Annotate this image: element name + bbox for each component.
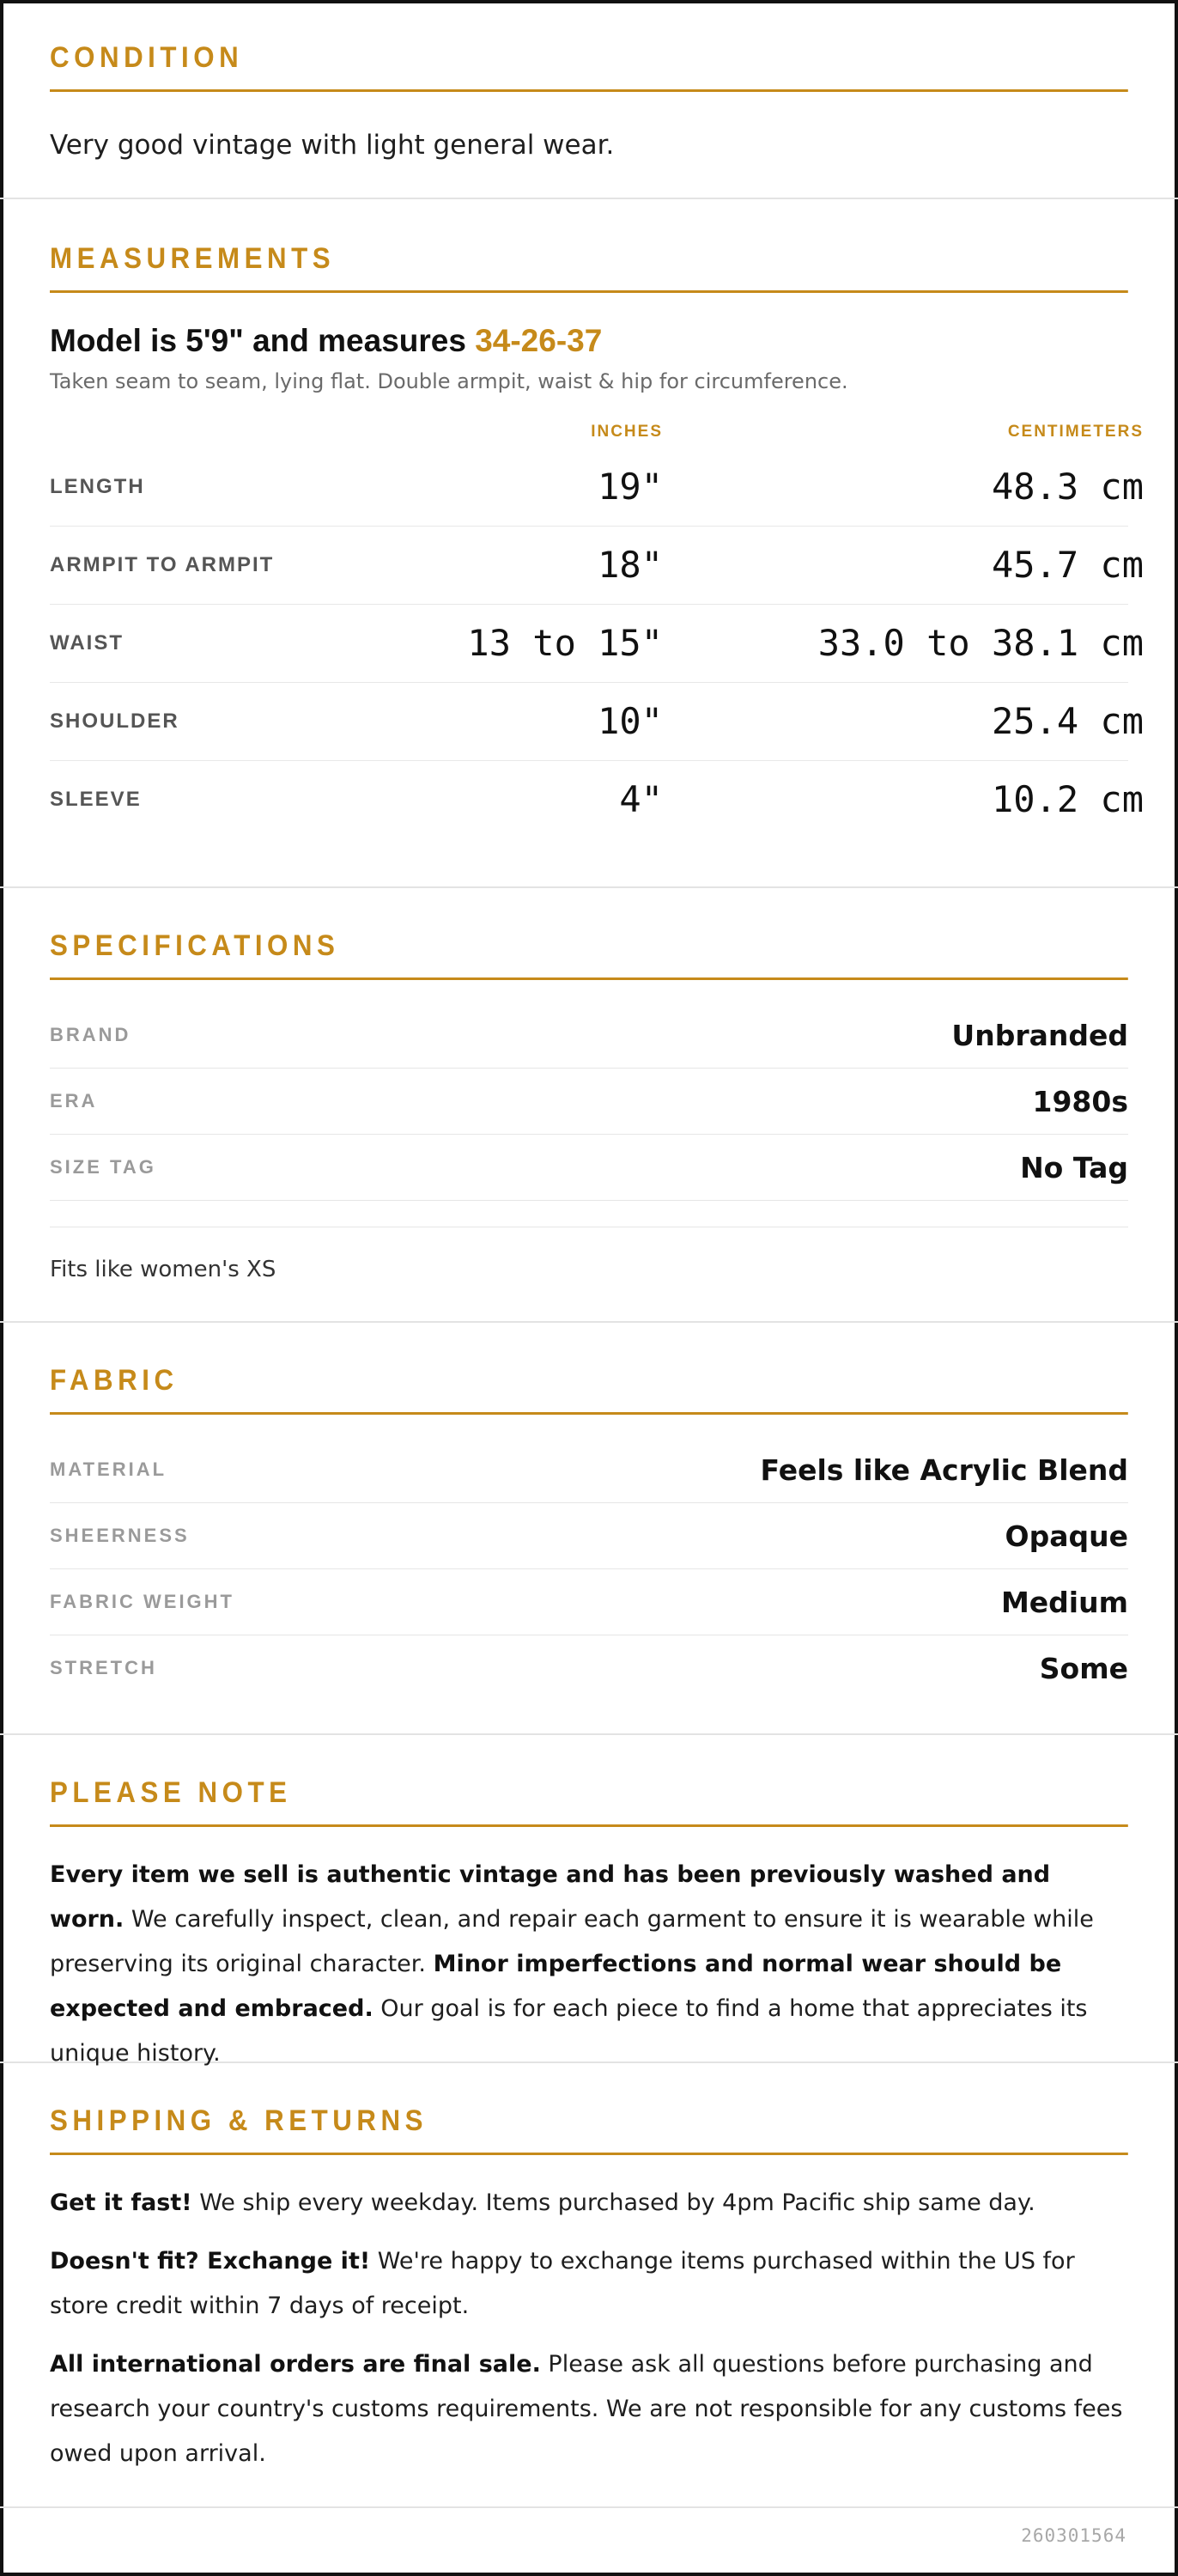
table-row xyxy=(50,605,1144,683)
shipping-text-3: Please ask all questions before purchasing and research your country's customs requirements. We are not responsible for any customs fees owed upon arrival. xyxy=(50,2351,1123,2467)
fabric-value: Feels like Acrylic Blend xyxy=(760,1452,1128,1487)
note-bold-1: Every item we sell is authentic vintage and has been previously washed and worn. xyxy=(50,1861,1051,1933)
col-inches-header: INCHES xyxy=(591,422,663,441)
specifications-list xyxy=(50,1002,1128,1201)
shipping-bold-2: Doesn't fit? Exchange it! xyxy=(50,2248,371,2275)
measure-label: ARMPIT TO ARMPIT xyxy=(50,552,275,576)
fabric-list xyxy=(50,1437,1128,1701)
fabric-label: STRETCH xyxy=(50,1657,157,1678)
fabric-section xyxy=(0,1323,1178,1735)
measure-label: WAIST xyxy=(50,630,124,655)
table-row xyxy=(50,761,1144,838)
measure-label: LENGTH xyxy=(50,474,145,498)
measurements-table xyxy=(50,416,1144,838)
measure-inches: 4" xyxy=(619,778,663,821)
model-prefix: Model is 5'9" and measures xyxy=(50,323,476,358)
spec-label: ERA xyxy=(50,1090,98,1111)
fabric-value: Opaque xyxy=(1005,1519,1128,1553)
table-row xyxy=(50,683,1144,761)
shipping-text-1: We ship every weekday. Items purchased by 4pm Pacific ship same day. xyxy=(191,2189,1035,2216)
shipping-section xyxy=(0,2063,1178,2508)
shipping-paragraph-1 xyxy=(50,2181,1128,2226)
list-item xyxy=(50,1503,1128,1569)
measure-inches: 18" xyxy=(598,544,663,587)
measurements-section xyxy=(0,199,1178,888)
measurements-subtitle: Taken seam to seam, lying flat. Double armpit, waist & hip for circumference. xyxy=(50,368,848,393)
measure-cm: 48.3 cm xyxy=(991,466,1144,509)
list-item xyxy=(50,1002,1128,1069)
measure-cm: 25.4 cm xyxy=(991,700,1144,743)
measure-label: SLEEVE xyxy=(50,787,142,811)
specifications-section xyxy=(0,888,1178,1323)
measure-inches: 10" xyxy=(598,700,663,743)
condition-title: CONDITION xyxy=(50,43,1128,92)
shipping-text-2: We're happy to exchange items purchased within the US for store credit within 7 days of receipt. xyxy=(50,2248,1075,2319)
spec-value: No Tag xyxy=(1020,1150,1128,1184)
table-row xyxy=(50,448,1144,527)
measure-cm: 10.2 cm xyxy=(991,778,1144,821)
col-cm-header: CENTIMETERS xyxy=(1007,422,1144,441)
measurements-title: MEASUREMENTS xyxy=(50,244,1128,293)
please-note-title: PLEASE NOTE xyxy=(50,1778,1128,1827)
shipping-body xyxy=(50,2181,1128,2476)
measure-cm: 45.7 cm xyxy=(991,544,1144,587)
condition-text: Very good vintage with light general wear. xyxy=(50,130,615,161)
list-item xyxy=(50,1635,1128,1701)
measure-cm: 33.0 to 38.1 cm xyxy=(817,622,1144,665)
spec-label: SIZE TAG xyxy=(50,1156,156,1178)
condition-section xyxy=(0,0,1178,199)
fabric-label: SHEERNESS xyxy=(50,1525,190,1546)
fabric-title: FABRIC xyxy=(50,1366,1128,1415)
fabric-label: MATERIAL xyxy=(50,1459,167,1480)
measure-inches: 19" xyxy=(598,466,663,509)
measurements-table-header xyxy=(50,416,1144,448)
note-text-2: Our goal is for each piece to find a home that appreciates its unique history. xyxy=(50,1995,1088,2067)
spec-value: 1980s xyxy=(1032,1084,1128,1118)
shipping-bold-1: Get it fast! xyxy=(50,2189,192,2216)
spec-label: BRAND xyxy=(50,1024,131,1045)
shipping-title: SHIPPING & RETURNS xyxy=(50,2106,1128,2155)
specifications-title: SPECIFICATIONS xyxy=(50,931,1128,980)
measure-label: SHOULDER xyxy=(50,709,179,733)
table-row xyxy=(50,527,1144,605)
spec-value: Unbranded xyxy=(951,1018,1128,1052)
list-item xyxy=(50,1437,1128,1503)
fabric-value: Medium xyxy=(1000,1585,1128,1619)
product-id: 260301564 xyxy=(1021,2525,1126,2546)
fabric-value: Some xyxy=(1039,1651,1128,1685)
fabric-label: FABRIC WEIGHT xyxy=(50,1591,234,1612)
list-item xyxy=(50,1069,1128,1135)
list-item xyxy=(50,1135,1128,1201)
note-bold-2: Minor imperfections and normal wear should be expected and embraced. xyxy=(50,1951,1062,2022)
model-measurements xyxy=(50,324,1128,359)
measure-inches: 13 to 15" xyxy=(467,622,663,665)
note-text-1: We carefully inspect, clean, and repair each garment to ensure it is wearable while preserving its original character. xyxy=(50,1906,1094,1977)
shipping-paragraph-2 xyxy=(50,2239,1128,2329)
shipping-bold-3: All international orders are final sale. xyxy=(50,2351,541,2378)
fit-note: Fits like women's XS xyxy=(50,1227,1128,1282)
model-measurements-highlight: 34-26-37 xyxy=(475,323,603,358)
please-note-text xyxy=(50,1853,1128,2076)
list-item xyxy=(50,1569,1128,1635)
please-note-section xyxy=(0,1735,1178,2067)
shipping-paragraph-3 xyxy=(50,2342,1128,2476)
